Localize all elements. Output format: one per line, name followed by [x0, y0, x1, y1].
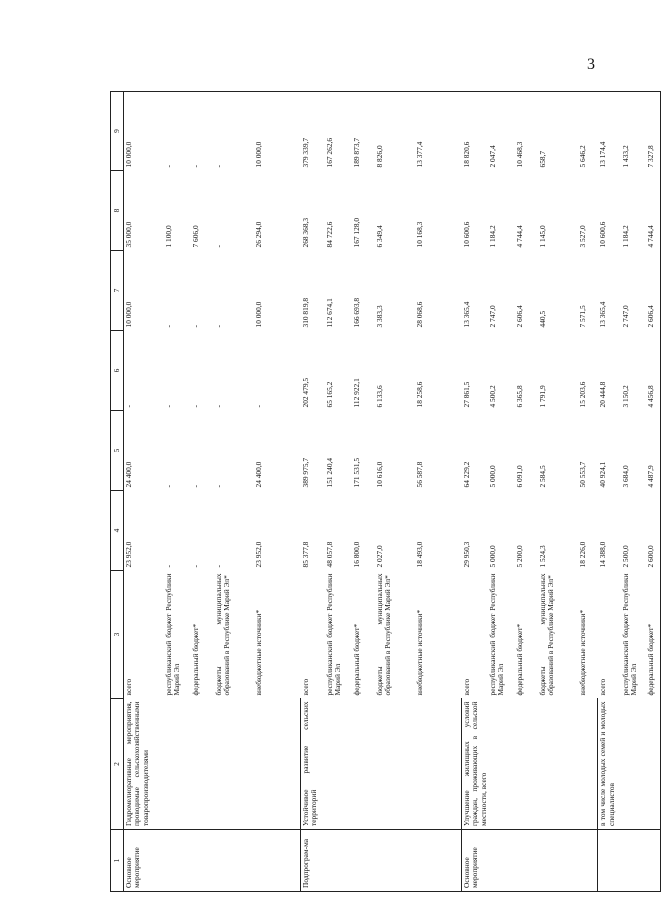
cell-value-col4: 85 377,8 [300, 541, 310, 568]
cell-name [488, 699, 515, 830]
table-row [415, 92, 462, 892]
column-header-5: 5 [111, 411, 124, 491]
table-row [254, 92, 301, 892]
cell-value-col4: 5 200,0 [514, 545, 524, 568]
cell-name: в том числе молодых семей и молодых специалистов [598, 699, 621, 830]
table-row [646, 92, 661, 892]
cell-value-col6: 4 456,8 [646, 331, 661, 411]
cell-value-col4: 2 600,0 [646, 491, 661, 571]
cell-value-col5: 50 553,7 [577, 461, 587, 488]
table-body [124, 92, 661, 892]
cell-name [325, 699, 352, 830]
cell-value-col8: 6 349,4 [374, 225, 384, 248]
cell-value-col4: 2 027,0 [374, 545, 384, 568]
cell-value-col6: 4 500,2 [487, 385, 497, 408]
cell-value-col6: 27 861,5 [461, 381, 471, 408]
cell-type [515, 830, 538, 892]
cell-value-col6: - [124, 405, 133, 408]
cell-value-col7: 2 747,0 [487, 305, 497, 328]
cell-value-col6: 65 165,2 [324, 381, 334, 408]
cell-type: Основное мероприятие [124, 830, 164, 892]
cell-value-col6: 15 203,6 [577, 381, 587, 408]
cell-value-col4: 2 500,0 [620, 545, 630, 568]
rotated-table-container [110, 92, 655, 892]
cell-value-col8: 4 744,4 [646, 171, 661, 251]
cell-value-col8: 3 527,0 [577, 225, 587, 248]
cell-source: федеральный бюджет* [190, 623, 200, 696]
cell-name [352, 699, 375, 830]
cell-value-col4: 29 950,3 [461, 541, 471, 568]
cell-value-col9: 10 468,3 [515, 92, 538, 171]
cell-type [538, 830, 578, 892]
column-header-8: 8 [111, 171, 124, 251]
cell-value-col5: - [163, 485, 173, 488]
table-row [515, 92, 538, 892]
cell-value-col9: - [214, 92, 254, 171]
table-row [462, 92, 488, 892]
cell-name [214, 699, 254, 830]
column-header-9: 9 [111, 92, 124, 171]
cell-value-col4: - [163, 565, 173, 568]
cell-value-col9: 18 820,6 [462, 92, 488, 171]
cell-value-col4: 48 057,8 [324, 541, 334, 568]
cell-value-col9: 1 433,2 [621, 92, 646, 171]
cell-value-col6: 18 258,6 [414, 381, 424, 408]
table-row [191, 92, 214, 892]
cell-value-col8: 1 100,0 [163, 225, 173, 248]
cell-value-col9: - [164, 92, 191, 171]
cell-value-col7: 3 383,3 [374, 305, 384, 328]
cell-value-col7: 10 000,0 [253, 301, 263, 328]
cell-value-col7: 13 365,4 [597, 301, 607, 328]
cell-value-col7: 2 606,4 [646, 251, 661, 331]
cell-value-col4: 14 388,0 [597, 541, 607, 568]
cell-value-col4: 5 000,0 [487, 545, 497, 568]
cell-value-col9: 658,7 [538, 92, 578, 171]
cell-source: внебюджетные источники* [414, 609, 424, 696]
cell-name: Улучшение жилищных условий граждан, проживающих в сельской местности, всего [462, 699, 488, 830]
cell-value-col4: - [213, 565, 223, 568]
cell-type [214, 830, 254, 892]
cell-name [538, 699, 578, 830]
cell-value-col9: 379 339,7 [301, 92, 325, 171]
cell-source: бюджеты муниципальных образований в Республике Марий Эл* [213, 573, 231, 696]
cell-value-col5: 56 587,8 [414, 461, 424, 488]
cell-value-col6: 6 133,6 [374, 385, 384, 408]
table-row [325, 92, 352, 892]
column-header-6: 6 [111, 331, 124, 411]
table-row [488, 92, 515, 892]
table-row [124, 92, 164, 892]
cell-value-col6: - [213, 405, 223, 408]
cell-source: всего [597, 678, 607, 696]
cell-value-col6: 112 922,1 [351, 378, 361, 408]
cell-value-col4: 23 952,0 [253, 541, 263, 568]
table-header-row [111, 92, 124, 892]
cell-value-col5: 6 091,0 [514, 465, 524, 488]
cell-source: республиканский бюджет Республики Марий Эл [324, 573, 342, 696]
cell-type [578, 830, 598, 892]
cell-name: Гидромелиоративные мероприятия, проводимые сельскохозяйственными товаропроизводителями [124, 699, 164, 830]
table-row [214, 92, 254, 892]
cell-value-col5: 171 531,5 [351, 457, 361, 488]
cell-type [646, 830, 661, 892]
cell-value-col7: 7 571,5 [577, 305, 587, 328]
cell-value-col5: 151 240,4 [324, 457, 334, 488]
table-row [164, 92, 191, 892]
cell-source: всего [461, 678, 471, 696]
column-header-7: 7 [111, 251, 124, 331]
cell-value-col9: 7 327,8 [646, 92, 661, 171]
cell-value-col6: - [253, 405, 263, 408]
cell-value-col5: 10 616,0 [374, 461, 384, 488]
cell-source: республиканский бюджет Республики Марий Эл [163, 573, 181, 696]
cell-name [375, 699, 415, 830]
table-row [598, 92, 621, 892]
cell-source: федеральный бюджет* [514, 623, 524, 696]
cell-value-col7: 10 000,0 [124, 301, 133, 328]
cell-value-col4: - [190, 565, 200, 568]
cell-type [325, 830, 352, 892]
column-header-1: 1 [111, 830, 124, 892]
cell-value-col9: 5 646,2 [578, 92, 598, 171]
cell-value-col8: 1 145,0 [537, 225, 547, 248]
cell-value-col7: 440,5 [537, 310, 547, 328]
cell-source: республиканский бюджет Республики Марий Эл [620, 573, 639, 696]
cell-value-col9: 2 047,4 [488, 92, 515, 171]
cell-name [515, 699, 538, 830]
cell-value-col8: 268 368,3 [300, 217, 310, 248]
cell-source: республиканский бюджет Республики Марий Эл [487, 573, 506, 696]
cell-value-col5: 40 924,1 [597, 461, 607, 488]
cell-value-col9: 13 377,4 [415, 92, 462, 171]
page-number: 3 [587, 56, 595, 73]
cell-type [164, 830, 191, 892]
cell-value-col8: 7 606,0 [190, 225, 200, 248]
cell-value-col7: 2 747,0 [620, 305, 630, 328]
cell-value-col8: 167 128,0 [351, 217, 361, 248]
table-row [538, 92, 578, 892]
cell-name [646, 699, 661, 830]
cell-value-col8: 10 600,6 [597, 221, 607, 248]
cell-value-col4: 18 226,0 [577, 541, 587, 568]
budget-table [110, 91, 661, 892]
table-row [621, 92, 646, 892]
cell-value-col4: 23 952,0 [124, 541, 133, 568]
cell-value-col8: 4 744,4 [514, 225, 524, 248]
cell-value-col7: 112 674,1 [324, 298, 334, 328]
cell-name [164, 699, 191, 830]
cell-value-col9: - [191, 92, 214, 171]
cell-value-col8: 26 294,0 [253, 221, 263, 248]
cell-value-col6: 20 444,8 [597, 381, 607, 408]
cell-value-col8: - [213, 245, 223, 248]
cell-name: Устойчивое развитие сельских территорий [301, 699, 325, 830]
cell-value-col6: 3 150,2 [620, 385, 630, 408]
cell-source: бюджеты муниципальных образований в Республике Марий Эл* [374, 573, 392, 696]
cell-value-col7: 28 068,6 [414, 301, 424, 328]
cell-value-col8: 84 722,6 [324, 221, 334, 248]
cell-value-col7: - [213, 325, 223, 328]
table-row [301, 92, 325, 892]
column-header-3: 3 [111, 571, 124, 699]
cell-value-col8: 10 168,3 [414, 221, 424, 248]
column-header-2: 2 [111, 699, 124, 830]
cell-value-col5: - [213, 485, 223, 488]
cell-name [578, 699, 598, 830]
cell-source: внебюджетные источники* [253, 609, 263, 696]
cell-type [598, 830, 621, 892]
cell-name [621, 699, 646, 830]
cell-value-col5: 24 400,0 [253, 461, 263, 488]
cell-type [254, 830, 301, 892]
cell-value-col6: 6 365,8 [514, 385, 524, 408]
cell-name [191, 699, 214, 830]
cell-value-col7: 166 693,8 [351, 297, 361, 328]
cell-type [191, 830, 214, 892]
table-row [352, 92, 375, 892]
cell-source: федеральный бюджет* [351, 623, 361, 696]
cell-source: всего [124, 678, 133, 696]
table-row [375, 92, 415, 892]
cell-type [488, 830, 515, 892]
cell-value-col9: 13 174,4 [598, 92, 621, 171]
cell-type [621, 830, 646, 892]
cell-value-col9: 10 000,0 [124, 92, 164, 171]
cell-value-col6: - [163, 405, 173, 408]
cell-value-col8: 35 000,0 [124, 221, 133, 248]
cell-value-col9: 167 262,6 [325, 92, 352, 171]
cell-value-col4: 1 524,3 [537, 545, 547, 568]
cell-value-col9: 189 873,7 [352, 92, 375, 171]
cell-value-col5: - [190, 485, 200, 488]
cell-type [352, 830, 375, 892]
cell-type: Основное мероприятие [462, 830, 488, 892]
cell-value-col8: 10 600,6 [461, 221, 471, 248]
cell-value-col7: - [190, 325, 200, 328]
cell-value-col6: 1 791,9 [537, 385, 547, 408]
cell-value-col6: - [190, 405, 200, 408]
cell-value-col4: 18 493,0 [414, 541, 424, 568]
cell-value-col6: 202 479,5 [300, 377, 310, 408]
cell-name [415, 699, 462, 830]
cell-value-col5: 64 229,2 [461, 461, 471, 488]
cell-value-col7: 310 819,8 [300, 297, 310, 328]
table-row [578, 92, 598, 892]
cell-source: всего [300, 678, 310, 696]
cell-value-col7: - [163, 325, 173, 328]
cell-type [415, 830, 462, 892]
cell-source: внебюджетные источники* [577, 609, 587, 696]
cell-value-col5: 4 487,9 [646, 411, 661, 491]
cell-value-col5: 389 975,7 [300, 457, 310, 488]
cell-value-col8: 1 184,2 [620, 225, 630, 248]
cell-value-col5: 2 584,5 [537, 465, 547, 488]
cell-name [254, 699, 301, 830]
cell-type: Подпрограм-ма [301, 830, 325, 892]
cell-value-col9: 8 826,0 [375, 92, 415, 171]
cell-value-col5: 5 000,0 [487, 465, 497, 488]
cell-value-col5: 24 400,0 [124, 461, 133, 488]
cell-value-col7: 2 606,4 [514, 305, 524, 328]
cell-value-col9: 10 000,0 [254, 92, 301, 171]
cell-value-col5: 3 684,0 [620, 465, 630, 488]
cell-type [375, 830, 415, 892]
cell-value-col4: 16 800,0 [351, 541, 361, 568]
cell-value-col7: 13 365,4 [461, 301, 471, 328]
cell-source: федеральный бюджет* [646, 571, 661, 699]
cell-value-col8: 1 184,2 [487, 225, 497, 248]
cell-source: бюджеты муниципальных образований в Республике Марий Эл* [537, 573, 556, 696]
column-header-4: 4 [111, 491, 124, 571]
